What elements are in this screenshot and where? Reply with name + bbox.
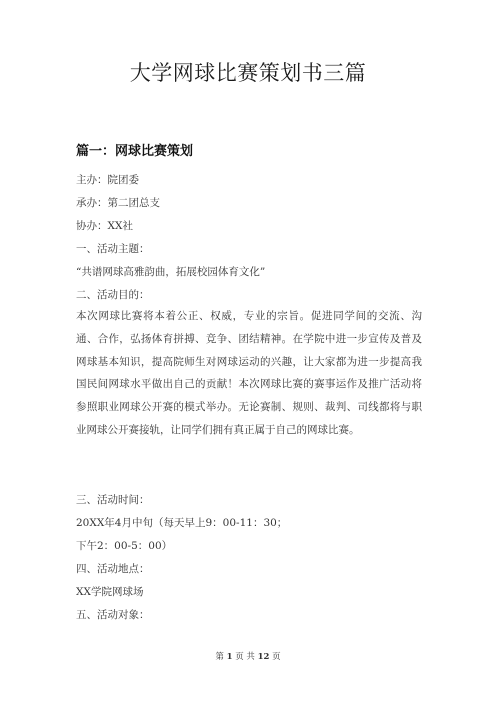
- co-organizer-line: 协办：XX社: [76, 220, 133, 232]
- theme-heading: 一、活动主题：: [76, 243, 150, 255]
- footer-total-pages: 12: [257, 652, 270, 662]
- location-heading: 四、活动地点：: [76, 563, 150, 575]
- time-line-1: 20XX年4月中旬（每天早上9：00-11：30；: [76, 517, 288, 529]
- audience-heading: 五、活动对象：: [76, 609, 150, 621]
- footer-prefix: 第: [215, 652, 224, 662]
- footer-suffix: 页: [272, 652, 281, 662]
- time-line-2: 下午2：00-5：00）: [76, 540, 173, 552]
- organizer-line: 承办：第二团总支: [76, 197, 160, 209]
- document-title: 大学网球比赛策划书三篇: [129, 61, 367, 85]
- purpose-heading: 二、活动目的：: [76, 289, 150, 301]
- purpose-paragraph: 本次网球比赛将本着公正、权威，专业的宗旨。促进同学间的交流、沟通、合作，弘扬体育拼搏、竞争、团结精神。在学院中进一步宣传及普及网球基本知识，提高院师生对网球运动的兴趣，让大家都为进一步提高我国民间网球水平做出自己的贡献！本次网球比赛的赛事运作及推广活动将参照职业网球公开赛的模式举办。无论赛制、规则、裁判、司线都将与职业网球公开赛接轨，让同学们拥有真正属于自己的网球比赛。: [76, 310, 422, 436]
- theme-text: “共谱网球高雅韵曲，拓展校园体育文化”: [76, 266, 266, 278]
- section-heading: 篇一：网球比赛策划: [76, 144, 194, 159]
- footer-middle: 页 共: [235, 652, 255, 662]
- footer-page-number: 1: [226, 652, 233, 662]
- location-text: XX学院网球场: [76, 586, 144, 598]
- page-footer: [0, 650, 496, 662]
- host-line: 主办：院团委: [76, 174, 139, 186]
- time-heading: 三、活动时间：: [76, 494, 150, 506]
